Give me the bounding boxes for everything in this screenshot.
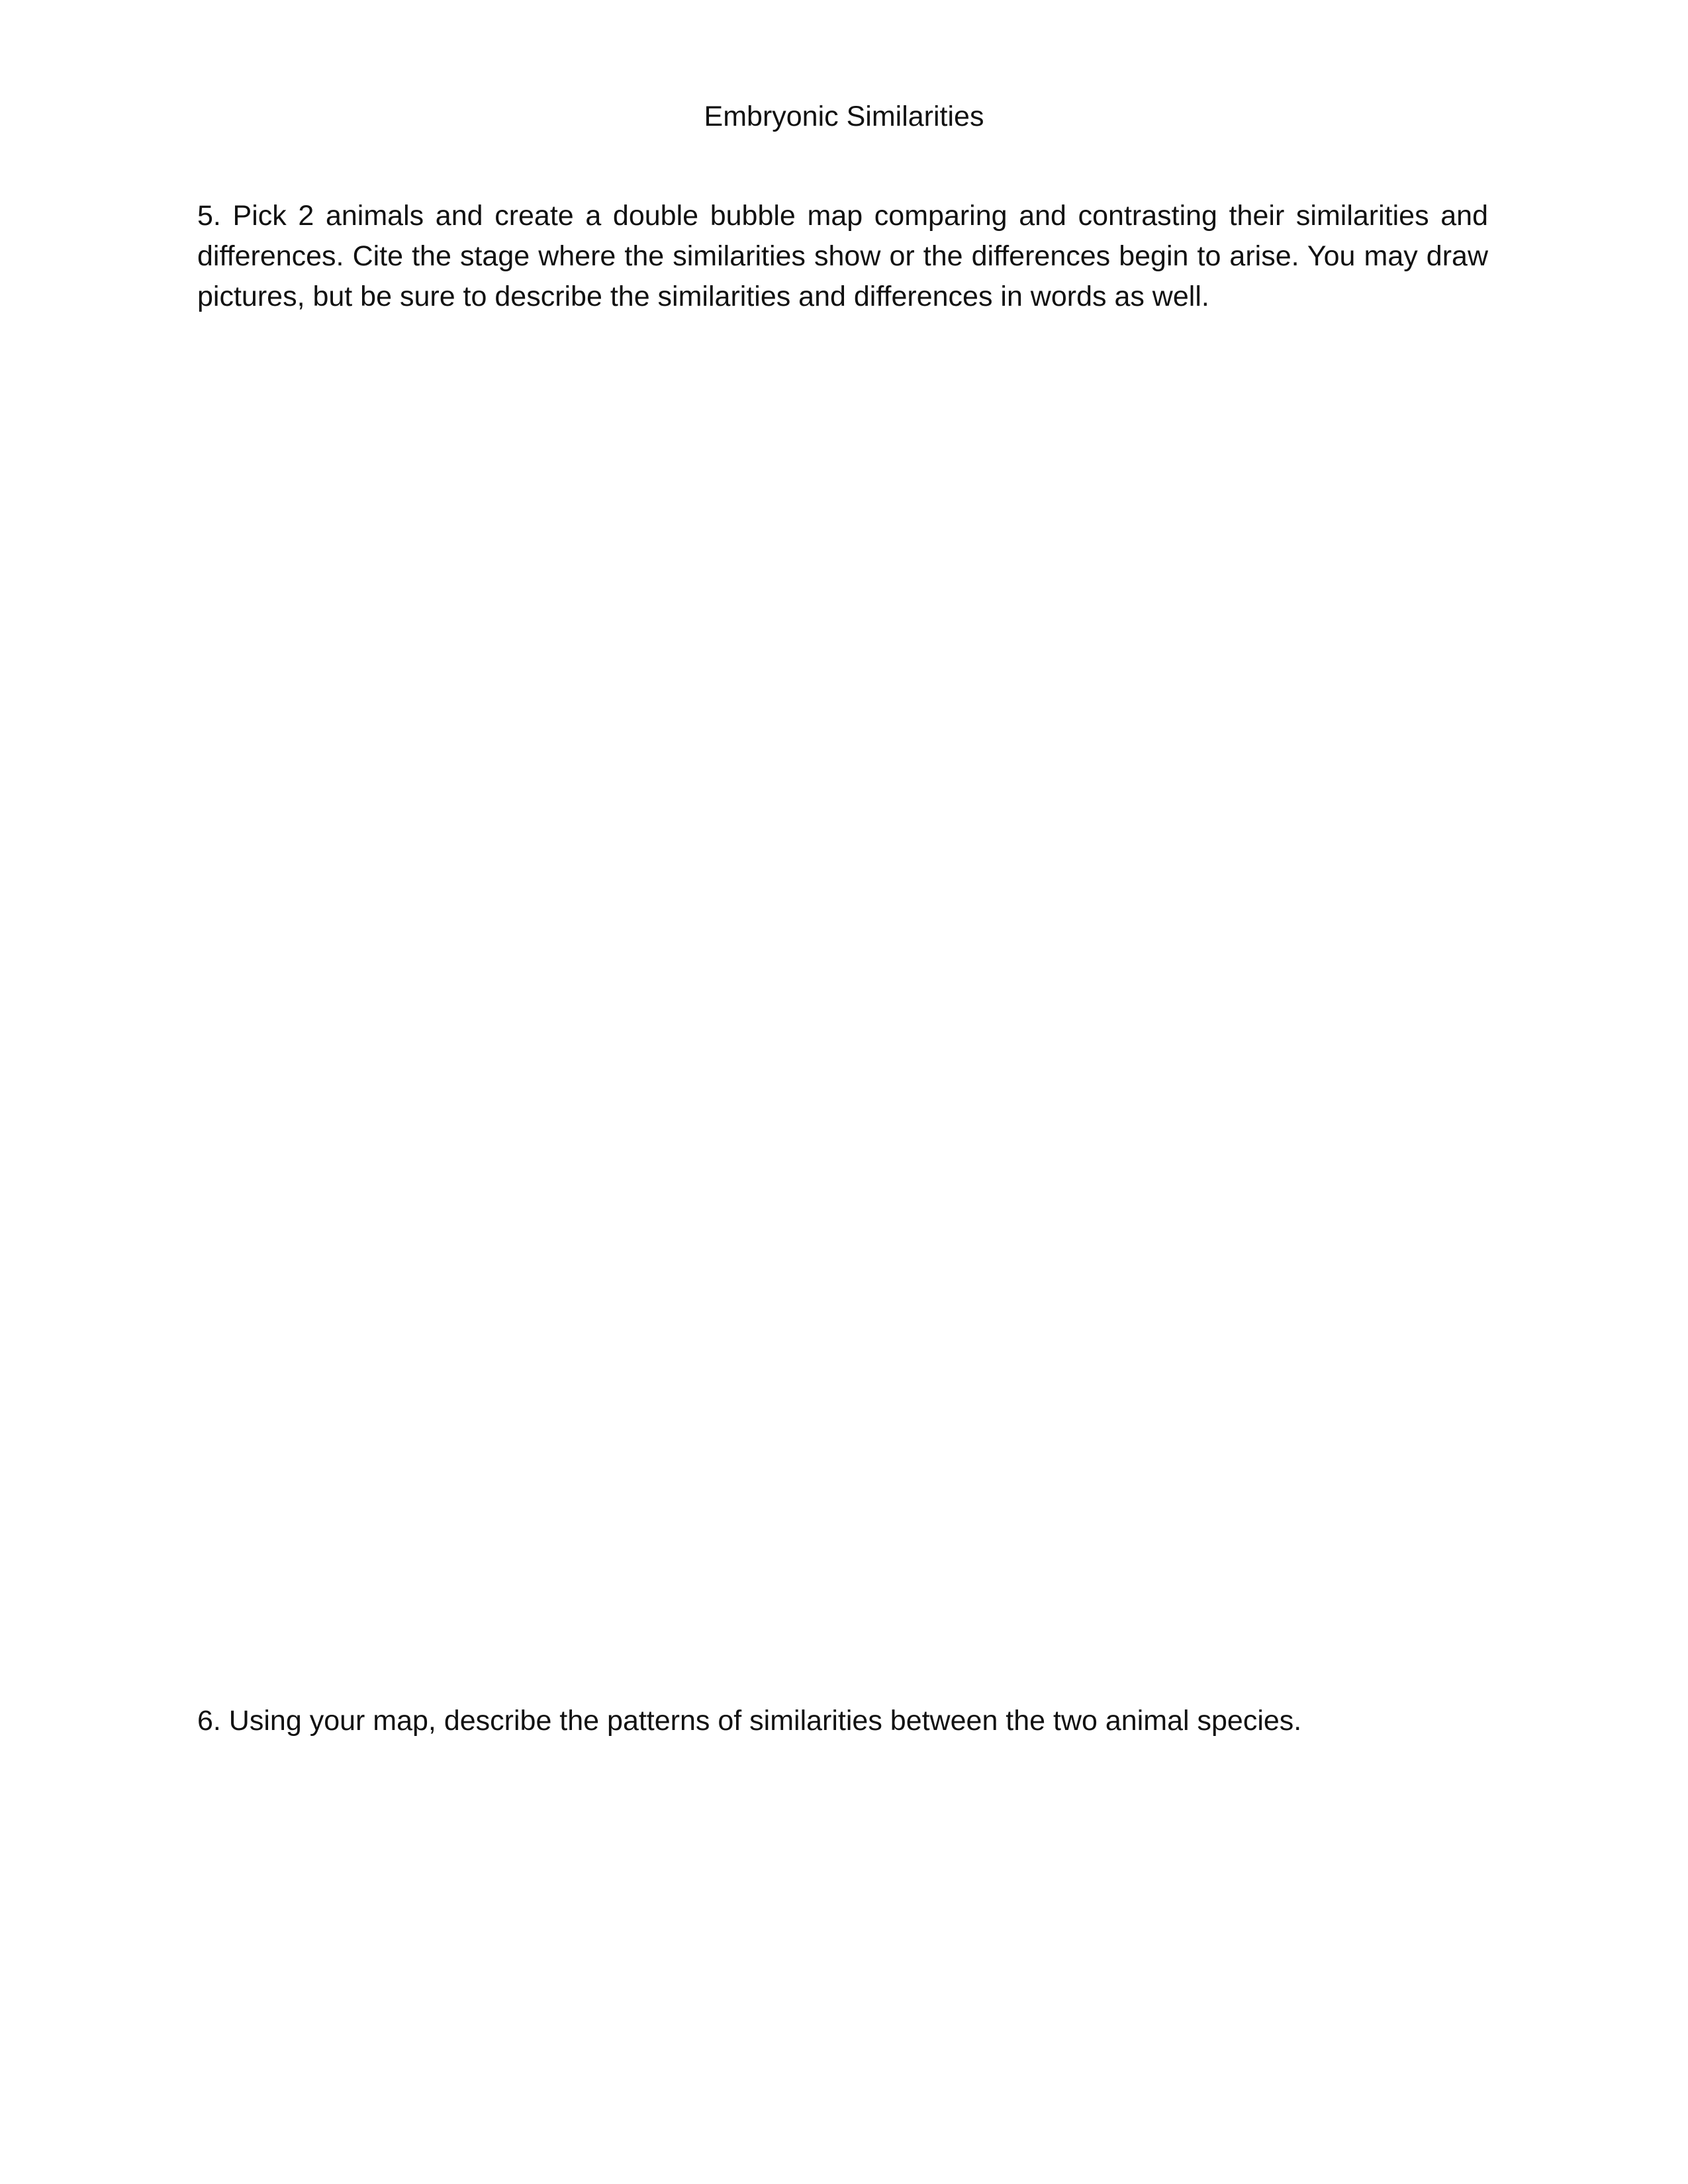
question-6: 6. Using your map, describe the patterns of similarities between the two animal species. — [197, 1705, 1302, 1737]
question-5: 5. Pick 2 animals and create a double bubble map comparing and contrasting their similarities and differences. Cite the stage where the similarities show or the differences begin to arise. You may draw pictures, but be sure to describe the similarities and differences in words as well. — [197, 200, 1488, 312]
page-title: Embryonic Similarities — [704, 101, 984, 132]
